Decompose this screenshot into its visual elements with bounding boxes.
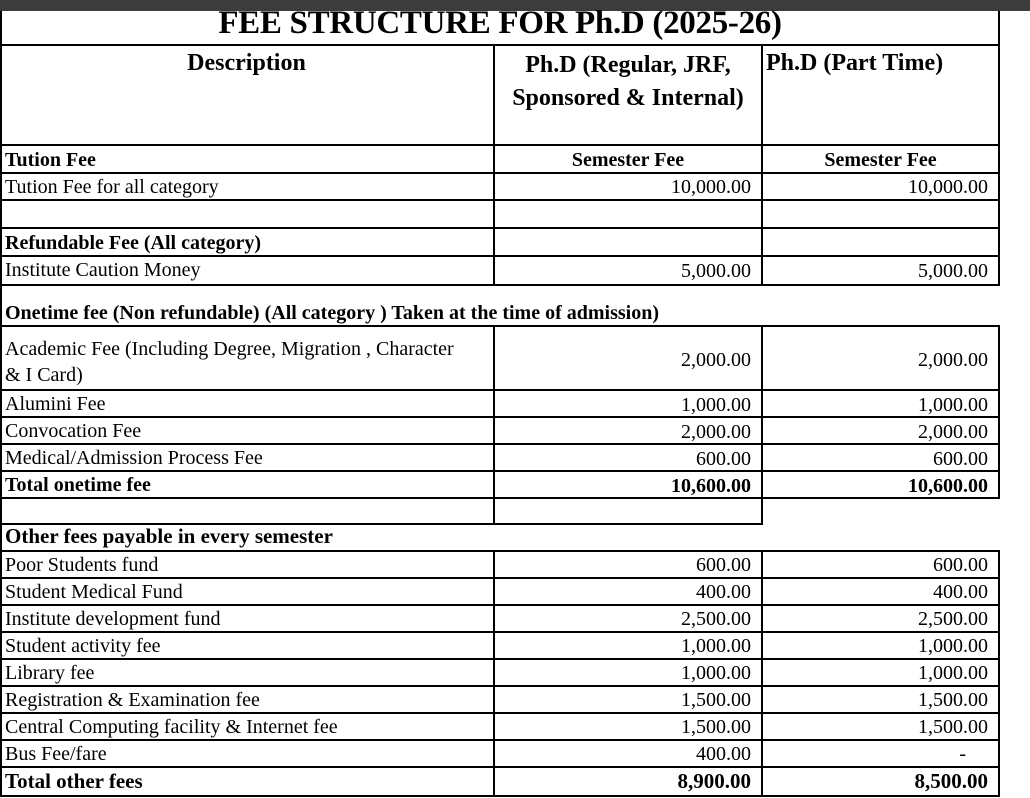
row-label: Institute Caution Money [5,259,201,281]
subheader-semester-fee-part-time: Semester Fee [824,149,937,171]
subheader-semester-fee-regular: Semester Fee [571,149,685,171]
row-label: Central Computing facility & Internet fee [5,716,338,738]
section-heading-tuition: Tution Fee [5,149,96,171]
value-regular: 400.00 [696,581,751,603]
value-regular: 1,500.00 [681,689,751,711]
value-part-time: 1,000.00 [918,662,988,684]
value-part-time: 2,500.00 [918,608,988,630]
value-regular: 600.00 [696,448,751,470]
value-regular: 400.00 [696,743,751,765]
row-label [0,336,493,388]
total-label: Total other fees [5,769,143,793]
border-right-top [998,11,1000,286]
value-part-time: 1,000.00 [918,635,988,657]
row-label-line1: Academic Fee (Including Degree, Migration , Character [5,338,454,360]
page-title: FEE STRUCTURE FOR Ph.D (2025-26) [218,5,782,41]
value-regular: 10,000.00 [671,176,751,198]
row-label: Student activity fee [5,635,161,657]
value-part-time: 600.00 [933,448,988,470]
row-label-line2: & I Card) [5,364,83,386]
value-part-time: 2,000.00 [918,349,988,371]
value-part-time: 2,000.00 [918,421,988,443]
section-heading-onetime: Onetime fee (Non refundable) (All category ) Taken at the time of admission) [5,302,660,324]
row-label: Convocation Fee [5,420,142,442]
value-regular: 2,000.00 [681,349,751,371]
value-part-time: 5,000.00 [918,260,988,282]
column-header-regular [495,49,761,115]
column-header-part-time: Ph.D (Part Time) [766,50,944,76]
value-part-time: 600.00 [933,554,988,576]
total-label: Total onetime fee [5,474,151,496]
value-part-time: 1,000.00 [918,394,988,416]
total-regular: 8,900.00 [677,769,751,793]
value-regular: 2,500.00 [681,608,751,630]
row-label: Poor Students fund [5,554,159,576]
border-right-mid [998,325,1000,499]
value-regular: 600.00 [696,554,751,576]
column-header-regular-line1: Ph.D (Regular, JRF, [525,52,731,78]
value-regular: 5,000.00 [681,260,751,282]
value-regular: 2,000.00 [681,421,751,443]
value-regular: 1,000.00 [681,394,751,416]
border-right-bottom [998,551,1000,797]
row-label: Registration & Examination fee [5,689,260,711]
column-header-description: Description [187,50,306,76]
row-label: Institute development fund [5,608,221,630]
row-label: Student Medical Fund [5,581,183,603]
value-regular: 1,500.00 [681,716,751,738]
column-header-regular-line2: Sponsored & Internal) [512,85,744,111]
total-part-time: 8,500.00 [914,769,988,793]
row-label: Bus Fee/fare [5,743,107,765]
value-part-time: 1,500.00 [918,689,988,711]
value-regular: 1,000.00 [681,662,751,684]
value-part-time: 1,500.00 [918,716,988,738]
fee-structure-sheet [0,5,1030,798]
value-regular: 1,000.00 [681,635,751,657]
row-label: Medical/Admission Process Fee [5,447,263,469]
value-part-time: 10,000.00 [908,176,988,198]
row-label: Library fee [5,662,95,684]
total-regular: 10,600.00 [671,475,751,497]
value-part-time: 400.00 [933,581,988,603]
value-part-time: - [959,743,966,765]
section-heading-refundable: Refundable Fee (All category) [5,232,262,254]
row-label: Tution Fee for all category [5,176,219,198]
total-part-time: 10,600.00 [908,475,988,497]
row-label: Alumini Fee [5,393,106,415]
section-heading-other: Other fees payable in every semester [5,524,333,548]
